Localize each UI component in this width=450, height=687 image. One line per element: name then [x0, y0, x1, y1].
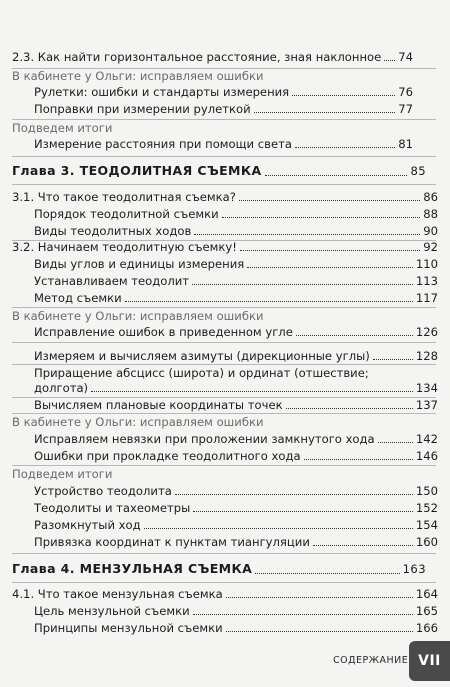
- section-heading: В кабинете у Ольги: исправляем ошибки: [12, 69, 264, 83]
- dot-leader: [373, 359, 413, 360]
- footer-section-label: СОДЕРЖАНИЕ: [333, 655, 409, 666]
- toc-entry-page: 142: [415, 432, 438, 446]
- toc-entry-page: 81: [398, 137, 413, 151]
- section-heading: Подведем итоги: [12, 121, 113, 135]
- toc-entry-page: 86: [423, 190, 438, 204]
- section-heading: Подведем итоги: [12, 467, 113, 481]
- dot-leader: [292, 95, 395, 96]
- chapter-title: Глава 4. МЕНЗУЛЬНАЯ СЪЕМКА: [12, 561, 253, 576]
- toc-entry-label: Теодолиты и тахеометры: [34, 501, 191, 515]
- chapter-page: 163: [402, 562, 426, 576]
- dot-leader: [265, 175, 408, 176]
- toc-entry-page: 160: [415, 535, 438, 549]
- page-number: VII: [418, 653, 441, 669]
- divider: [12, 364, 436, 365]
- dot-leader: [222, 217, 421, 218]
- toc-entry[interactable]: [0, 604, 450, 618]
- toc-entry-label: 3.2. Начинаем теодолитную съемку!: [12, 240, 237, 254]
- toc-entry[interactable]: [0, 501, 450, 515]
- toc-entry-page: 164: [415, 587, 438, 601]
- toc-entry-page: 154: [415, 518, 438, 532]
- toc-entry[interactable]: [0, 587, 450, 601]
- toc-entry-label: 2.3. Как найти горизонтальное расстояние, зная наклонное: [12, 50, 382, 64]
- divider: [12, 582, 436, 583]
- toc-entry-page: 117: [415, 291, 438, 305]
- dot-leader: [286, 408, 413, 409]
- toc-entry-label: Поправки при измерении рулеткой: [34, 102, 251, 116]
- toc-entry[interactable]: [0, 102, 450, 116]
- toc-entry-page: 92: [423, 240, 438, 254]
- toc-entry-page: 88: [423, 207, 438, 221]
- dot-leader: [254, 112, 396, 113]
- toc-entry-page: 146: [415, 449, 438, 463]
- toc-entry[interactable]: [0, 325, 450, 339]
- dot-leader: [378, 442, 413, 443]
- toc-entry-label-line1: Приращение абсцисс (широта) и ординат (отшествие;: [34, 366, 369, 380]
- toc-entry[interactable]: [0, 349, 450, 363]
- toc-entry[interactable]: [0, 224, 450, 238]
- toc-entry[interactable]: [0, 535, 450, 549]
- toc-entry[interactable]: [0, 207, 450, 221]
- toc-entry[interactable]: [0, 137, 450, 151]
- toc-entry-page: 126: [415, 325, 438, 339]
- dot-leader: [240, 250, 420, 251]
- toc-entry-label: Устройство теодолита: [34, 484, 172, 498]
- toc-entry-page: 150: [415, 484, 438, 498]
- dot-leader: [296, 335, 413, 336]
- dot-leader: [239, 200, 420, 201]
- dot-leader: [192, 284, 413, 285]
- toc-entry[interactable]: [0, 50, 450, 64]
- toc-entry-label: долгота): [34, 381, 89, 395]
- toc-entry[interactable]: [0, 518, 450, 532]
- dot-leader: [295, 147, 395, 148]
- toc-entry[interactable]: [0, 274, 450, 288]
- toc-entry[interactable]: [0, 291, 450, 305]
- chapter-heading[interactable]: [12, 163, 438, 179]
- divider: [12, 413, 436, 414]
- section-heading: В кабинете у Ольги: исправляем ошибки: [12, 415, 264, 429]
- toc-entry[interactable]: [0, 85, 450, 99]
- section-heading: В кабинете у Ольги: исправляем ошибки: [12, 309, 264, 323]
- toc-entry-label: Метод съемки: [34, 291, 122, 305]
- dot-leader: [193, 614, 413, 615]
- toc-entry-page: 77: [398, 102, 413, 116]
- divider: [12, 553, 436, 554]
- divider: [12, 156, 436, 157]
- toc-entry-label: Измеряем и вычисляем азимуты (дирекционные углы): [34, 349, 370, 363]
- toc-entry-label: Порядок теодолитной съемки: [34, 207, 219, 221]
- toc-entry-page: 74: [398, 50, 413, 64]
- toc-entry-label: Рулетки: ошибки и стандарты измерения: [34, 85, 290, 99]
- toc-entry-label: Разомкнутый ход: [34, 518, 141, 532]
- dot-leader: [193, 511, 413, 512]
- toc-entry-label: Исправление ошибок в приведенном угле: [34, 325, 293, 339]
- dot-leader: [194, 234, 420, 235]
- toc-entry-label: Ошибки при прокладке теодолитного хода: [34, 449, 301, 463]
- toc-entry[interactable]: [0, 449, 450, 463]
- toc-entry[interactable]: [0, 398, 450, 412]
- dot-leader: [247, 267, 413, 268]
- dot-leader: [304, 459, 413, 460]
- toc-entry-page: 113: [415, 274, 438, 288]
- toc-entry-page: 165: [415, 604, 438, 618]
- toc-entry-label: Принципы мензульной съемки: [34, 621, 223, 635]
- toc-entry-label: Цель мензульной съемки: [34, 604, 190, 618]
- divider: [12, 307, 436, 308]
- toc-entry-label: Вычисляем плановые координаты точек: [34, 398, 283, 412]
- toc-entry[interactable]: [0, 381, 450, 395]
- toc-entry-label: Виды теодолитных ходов: [34, 224, 192, 238]
- dot-leader: [226, 597, 413, 598]
- toc-entry[interactable]: [0, 190, 450, 204]
- divider: [12, 465, 436, 466]
- toc-entry[interactable]: [0, 484, 450, 498]
- toc-entry[interactable]: [0, 257, 450, 271]
- dot-leader: [125, 301, 413, 302]
- toc-entry-page: 76: [398, 85, 413, 99]
- toc-entry-label: Виды углов и единицы измерения: [34, 257, 245, 271]
- toc-entry-page: 134: [415, 381, 438, 395]
- dot-leader: [144, 528, 413, 529]
- dot-leader: [384, 60, 395, 61]
- dot-leader: [313, 545, 413, 546]
- toc-entry[interactable]: [0, 240, 450, 254]
- dot-leader: [91, 391, 413, 392]
- toc-entry-page: 90: [423, 224, 438, 238]
- toc-entry-page: 152: [415, 501, 438, 515]
- divider: [12, 184, 436, 185]
- toc-entry-label: Привязка координат к пунктам тиангуляции: [34, 535, 310, 549]
- chapter-title: Глава 3. ТЕОДОЛИТНАЯ СЪЕМКА: [12, 163, 262, 178]
- toc-entry-page: 137: [415, 398, 438, 412]
- toc-entry-label: Устанавливаем теодолит: [34, 274, 190, 288]
- chapter-page: 85: [410, 164, 426, 178]
- page-number-tab: [409, 641, 450, 681]
- toc-entry[interactable]: [0, 621, 450, 635]
- toc-entry-label: 3.1. Что такое теодолитная съемка?: [12, 190, 236, 204]
- toc-entry-page: 110: [415, 257, 438, 271]
- divider: [12, 342, 436, 343]
- toc-entry-page: 166: [415, 621, 438, 635]
- dot-leader: [175, 494, 413, 495]
- toc-entry[interactable]: [0, 432, 450, 446]
- toc-entry-label: Измерение расстояния при помощи света: [34, 137, 292, 151]
- toc-entry-label: Исправляем невязки при проложении замкнутого хода: [34, 432, 375, 446]
- toc-entry-page: 128: [415, 349, 438, 363]
- divider: [12, 119, 436, 120]
- chapter-heading[interactable]: [12, 561, 438, 577]
- toc-entry-label: 4.1. Что такое мензульная съемка: [12, 587, 223, 601]
- dot-leader: [255, 573, 399, 574]
- dot-leader: [226, 631, 413, 632]
